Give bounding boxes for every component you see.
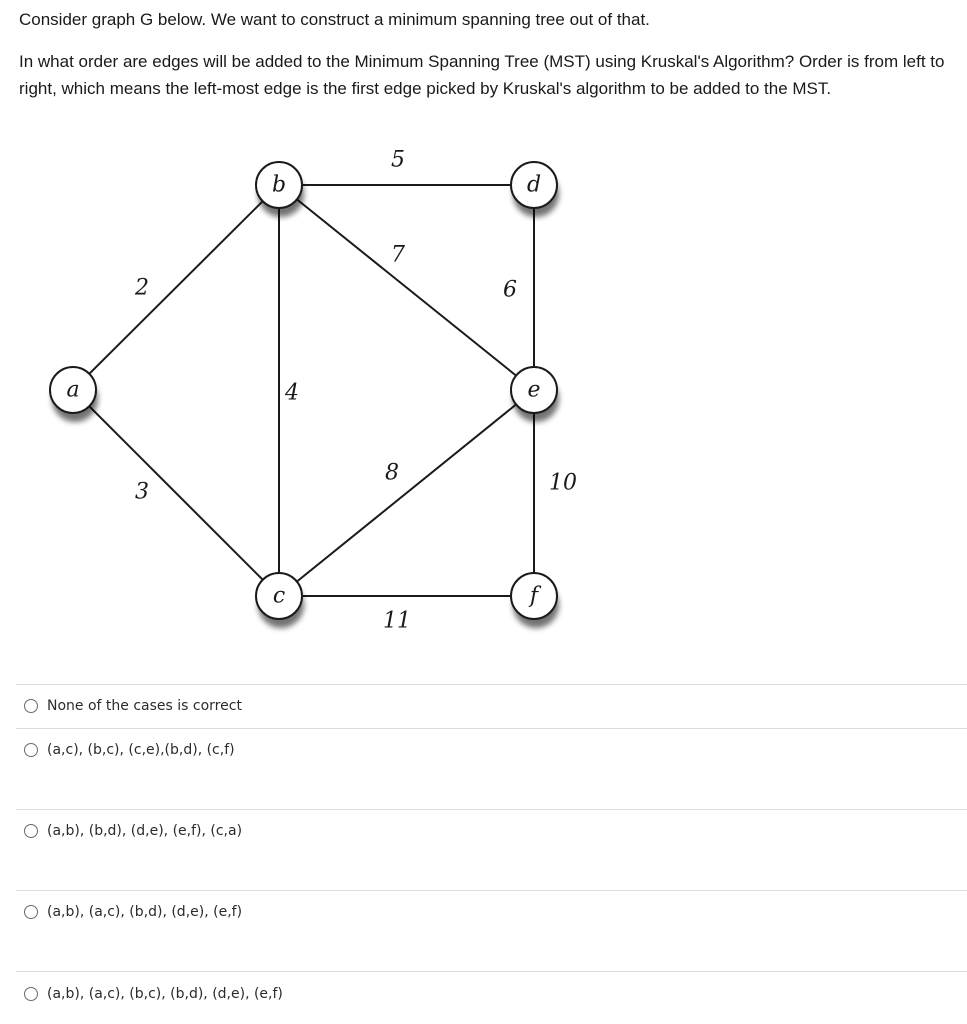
node-label: f [529,583,539,609]
option-divider [16,728,967,729]
edge-weight-label: 6 [503,277,517,303]
radio-button[interactable] [24,905,38,919]
option-none-correct[interactable] [24,695,242,717]
radio-button[interactable] [24,987,38,1001]
edge-weight-label: 8 [385,460,399,486]
option-divider [16,971,967,972]
radio-button[interactable] [24,699,38,713]
edge-weight-label: 4 [285,380,299,406]
edge-c-e [279,390,534,596]
edge-weight-label: 2 [135,275,149,301]
radio-button[interactable] [24,824,38,838]
option-label: (a,b), (b,d), (d,e), (e,f), (c,a) [47,823,243,839]
node-f [511,573,559,628]
node-label: a [66,377,80,403]
node-b [256,162,304,217]
option-choice-3[interactable] [24,901,242,923]
option-divider [16,890,967,891]
edge-a-c [73,390,279,596]
option-label: (a,b), (a,c), (b,c), (b,d), (d,e), (e,f) [47,986,283,1002]
question-prompt: In what order are edges will be added to the Minimum Spanning Tree (MST) using Kruskal's Algorithm? Order is from left to right, which means the left-most edge is the first edge picked by Kruskal's algorithm to be added to the MST. [19,52,945,98]
radio-button[interactable] [24,743,38,757]
node-label: b [271,172,287,198]
node-c [256,573,304,628]
edge-weight-label: 11 [383,608,411,634]
edge-b-e [279,185,534,390]
option-choice-2[interactable] [24,820,242,842]
node-d [511,162,559,217]
graph-figure [0,140,640,660]
node-e [511,367,559,422]
option-choice-1[interactable] [24,739,235,761]
edge-weight-label: 3 [135,479,149,505]
node-label: d [526,172,542,198]
option-choice-4[interactable] [24,983,283,1005]
option-label: (a,b), (a,c), (b,d), (d,e), (e,f) [47,904,243,920]
edge-weight-label: 10 [549,470,577,496]
edge-weight-label: 5 [391,147,405,173]
node-label: e [527,377,541,403]
option-divider [16,809,967,810]
option-label: None of the cases is correct [47,698,242,714]
option-label: (a,c), (b,c), (c,e),(b,d), (c,f) [47,742,235,758]
edge-a-b [73,185,279,390]
node-label: c [272,583,286,609]
option-divider [16,684,967,685]
question-intro: Consider graph G below. We want to construct a minimum spanning tree out of that. [19,10,650,29]
node-a [50,367,98,422]
edge-weight-label: 7 [391,242,405,268]
